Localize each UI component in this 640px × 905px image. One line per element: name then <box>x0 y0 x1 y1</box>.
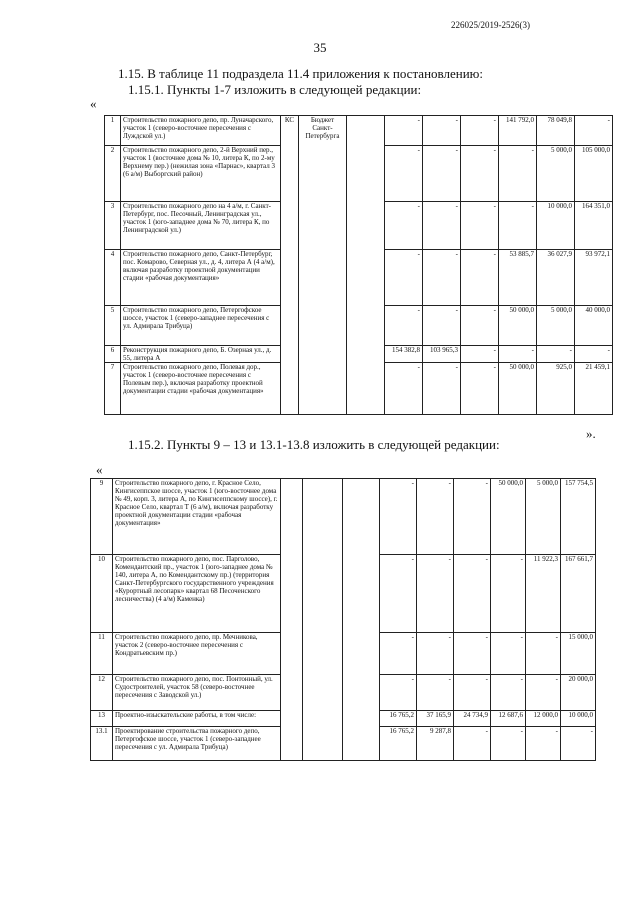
value-cell: 15 000,0 <box>561 633 596 675</box>
value-cell: 5 000,0 <box>537 146 575 202</box>
value-cell: 93 972,1 <box>575 250 613 306</box>
value-cell: - <box>417 675 454 711</box>
value-cell: - <box>423 306 461 346</box>
value-cell: 925,0 <box>537 363 575 415</box>
value-cell: - <box>385 363 423 415</box>
value-cell: 50 000,0 <box>491 479 526 555</box>
value-cell: - <box>423 250 461 306</box>
row-description: Строительство пожарного депо, Санкт-Петербург, пос. Комарово, Северная ул., д. 4, литера А (4 а/м), включая разработку проектной документации стадии «рабочая документация» <box>121 250 281 306</box>
value-cell: - <box>526 675 561 711</box>
row-number: 1 <box>105 116 121 146</box>
budget-cell <box>303 479 343 761</box>
paragraph-1-15: 1.15. В таблице 11 подраздела 11.4 приложения к постановлению: <box>118 66 483 81</box>
value-cell: 40 000,0 <box>575 306 613 346</box>
value-cell: - <box>385 146 423 202</box>
value-cell: 5 000,0 <box>526 479 561 555</box>
open-quote: « <box>90 96 97 111</box>
value-cell: - <box>385 306 423 346</box>
value-cell: 21 459,1 <box>575 363 613 415</box>
row-number: 6 <box>105 346 121 363</box>
value-cell: - <box>526 727 561 761</box>
kc-cell: КС <box>281 116 299 415</box>
value-cell: 50 000,0 <box>499 306 537 346</box>
row-description: Строительство пожарного депо на 4 а/м, г. Санкт-Петербург, пос. Песочный, Ленинградская ул., участок 1 (юго-западнее дома № 70, литера К, по Ленинградской ул.) <box>121 202 281 250</box>
row-description: Строительство пожарного депо, Петергофское шоссе, участок 1 (северо-западнее пересечения с ул. Адмирала Трибуца) <box>121 306 281 346</box>
value-cell: - <box>575 346 613 363</box>
value-cell: 5 000,0 <box>537 306 575 346</box>
value-cell: 50 000,0 <box>499 363 537 415</box>
row-description: Проектирование строительства пожарного депо, Петергофское шоссе, участок 1 (северо-западнее пересечения с ул. Адмирала Трибуца) <box>113 727 281 761</box>
paragraph-1-15-1: 1.15.1. Пункты 1-7 изложить в следующей редакции: <box>128 82 422 97</box>
row-number: 7 <box>105 363 121 415</box>
value-cell: - <box>380 633 417 675</box>
value-cell: 78 049,8 <box>537 116 575 146</box>
value-cell: - <box>575 116 613 146</box>
kc-cell <box>281 479 303 761</box>
value-cell: 10 000,0 <box>561 711 596 727</box>
row-number: 2 <box>105 146 121 202</box>
value-cell: 16 765,2 <box>380 711 417 727</box>
row-description: Строительство пожарного депо, пр. Мечникова, участок 2 (северо-восточнее пересечения с Кондратьевским пр.) <box>113 633 281 675</box>
row-description: Проектно-изыскательские работы, в том числе: <box>113 711 281 727</box>
value-cell: 105 000,0 <box>575 146 613 202</box>
value-cell: 16 765,2 <box>380 727 417 761</box>
row-description: Строительство пожарного депо, Полевая дор., участок 1 (северо-восточнее пересечения с Полевым пер.), включая разработку проектной документации стадии «рабочая документация» <box>121 363 281 415</box>
table-row <box>105 116 613 146</box>
value-cell: - <box>461 146 499 202</box>
value-cell: - <box>461 306 499 346</box>
value-cell: 10 000,0 <box>537 202 575 250</box>
value-cell: - <box>380 555 417 633</box>
page-number: 35 <box>313 40 327 55</box>
row-number: 3 <box>105 202 121 250</box>
document-number: 226025/2019-2526(3) <box>451 20 530 30</box>
value-cell: - <box>385 116 423 146</box>
value-cell: 11 922,3 <box>526 555 561 633</box>
table-points-9-13 <box>90 478 596 761</box>
value-cell: - <box>380 675 417 711</box>
row-number: 5 <box>105 306 121 346</box>
value-cell: - <box>454 675 491 711</box>
value-cell: - <box>461 363 499 415</box>
value-cell: - <box>454 727 491 761</box>
value-cell: 154 382,8 <box>385 346 423 363</box>
value-cell: - <box>423 116 461 146</box>
value-cell: - <box>454 633 491 675</box>
value-cell: - <box>561 727 596 761</box>
value-cell: - <box>454 479 491 555</box>
value-cell: - <box>454 555 491 633</box>
row-number: 10 <box>91 555 113 633</box>
value-cell: 53 885,7 <box>499 250 537 306</box>
value-cell: 157 754,5 <box>561 479 596 555</box>
value-cell: 24 734,9 <box>454 711 491 727</box>
value-cell: - <box>417 633 454 675</box>
value-cell: 36 027,9 <box>537 250 575 306</box>
row-description: Строительство пожарного депо, пос. Парголово, Комендантский пр., участок 1 (юго-западнее дома № 140, литера А, по Комендантскому пр.) (территория Санкт-Петербургского государственного учреждения «Курортный лесопарк» квартал 68 Песоченского лесничества) (4 а/м) Каменка) <box>113 555 281 633</box>
empty-cell <box>347 116 385 415</box>
row-description: Строительство пожарного депо, пос. Понтонный, ул. Судостроителей, участок 58 (северо-восточнее пересечения с Заводской ул.) <box>113 675 281 711</box>
value-cell: - <box>491 727 526 761</box>
value-cell: - <box>461 346 499 363</box>
value-cell: - <box>380 479 417 555</box>
value-cell: - <box>491 633 526 675</box>
value-cell: - <box>526 633 561 675</box>
table-points-1-7 <box>104 115 613 415</box>
value-cell: - <box>499 202 537 250</box>
value-cell: - <box>499 146 537 202</box>
close-quote: ». <box>586 426 596 441</box>
value-cell: - <box>499 346 537 363</box>
row-number: 12 <box>91 675 113 711</box>
table-row <box>91 479 596 555</box>
row-number: 4 <box>105 250 121 306</box>
row-number: 13.1 <box>91 727 113 761</box>
value-cell: - <box>423 202 461 250</box>
value-cell: - <box>385 202 423 250</box>
value-cell: - <box>461 202 499 250</box>
value-cell: 12 000,0 <box>526 711 561 727</box>
value-cell: 37 165,9 <box>417 711 454 727</box>
value-cell: - <box>537 346 575 363</box>
row-number: 13 <box>91 711 113 727</box>
value-cell: - <box>423 363 461 415</box>
value-cell: 164 351,0 <box>575 202 613 250</box>
value-cell: - <box>491 675 526 711</box>
value-cell: - <box>461 116 499 146</box>
value-cell: 167 661,7 <box>561 555 596 633</box>
row-description: Строительство пожарного депо, г. Красное Село, Кингисеппское шоссе, участок 1 (юго-восточнее дома № 49, корп. 3, литера А, по Кингисеппскому шоссе), г. Красное Село, квартал Т (6 а/м), включая разработку проектной документации стадии «рабочая документация» <box>113 479 281 555</box>
value-cell: - <box>417 479 454 555</box>
value-cell: 12 687,6 <box>491 711 526 727</box>
row-description: Строительство пожарного депо, пр. Луначарского, участок 1 (северо-восточнее пересечения с Луждской ул.) <box>121 116 281 146</box>
value-cell: - <box>491 555 526 633</box>
value-cell: 141 792,0 <box>499 116 537 146</box>
value-cell: - <box>385 250 423 306</box>
row-description: Строительство пожарного депо, 2-й Верхний пер., участок 1 (восточнее дома № 10, литера К, по 2-му Верхнему пер.) (нежилая зона «Парнас», квартал 3 (6 а/м) Выборгский район) <box>121 146 281 202</box>
empty-cell <box>343 479 380 761</box>
budget-cell: Бюджет Санкт-Петербурга <box>299 116 347 415</box>
row-number: 11 <box>91 633 113 675</box>
value-cell: - <box>423 146 461 202</box>
value-cell: - <box>461 250 499 306</box>
value-cell: 20 000,0 <box>561 675 596 711</box>
row-description: Реконструкция пожарного депо, Б. Озерная ул., д. 55, литера А <box>121 346 281 363</box>
value-cell: 9 287,8 <box>417 727 454 761</box>
open-quote-2: « <box>96 462 103 477</box>
value-cell: 103 965,3 <box>423 346 461 363</box>
value-cell: - <box>417 555 454 633</box>
paragraph-1-15-2: 1.15.2. Пункты 9 – 13 и 13.1-13.8 изложить в следующей редакции: <box>128 437 500 452</box>
row-number: 9 <box>91 479 113 555</box>
